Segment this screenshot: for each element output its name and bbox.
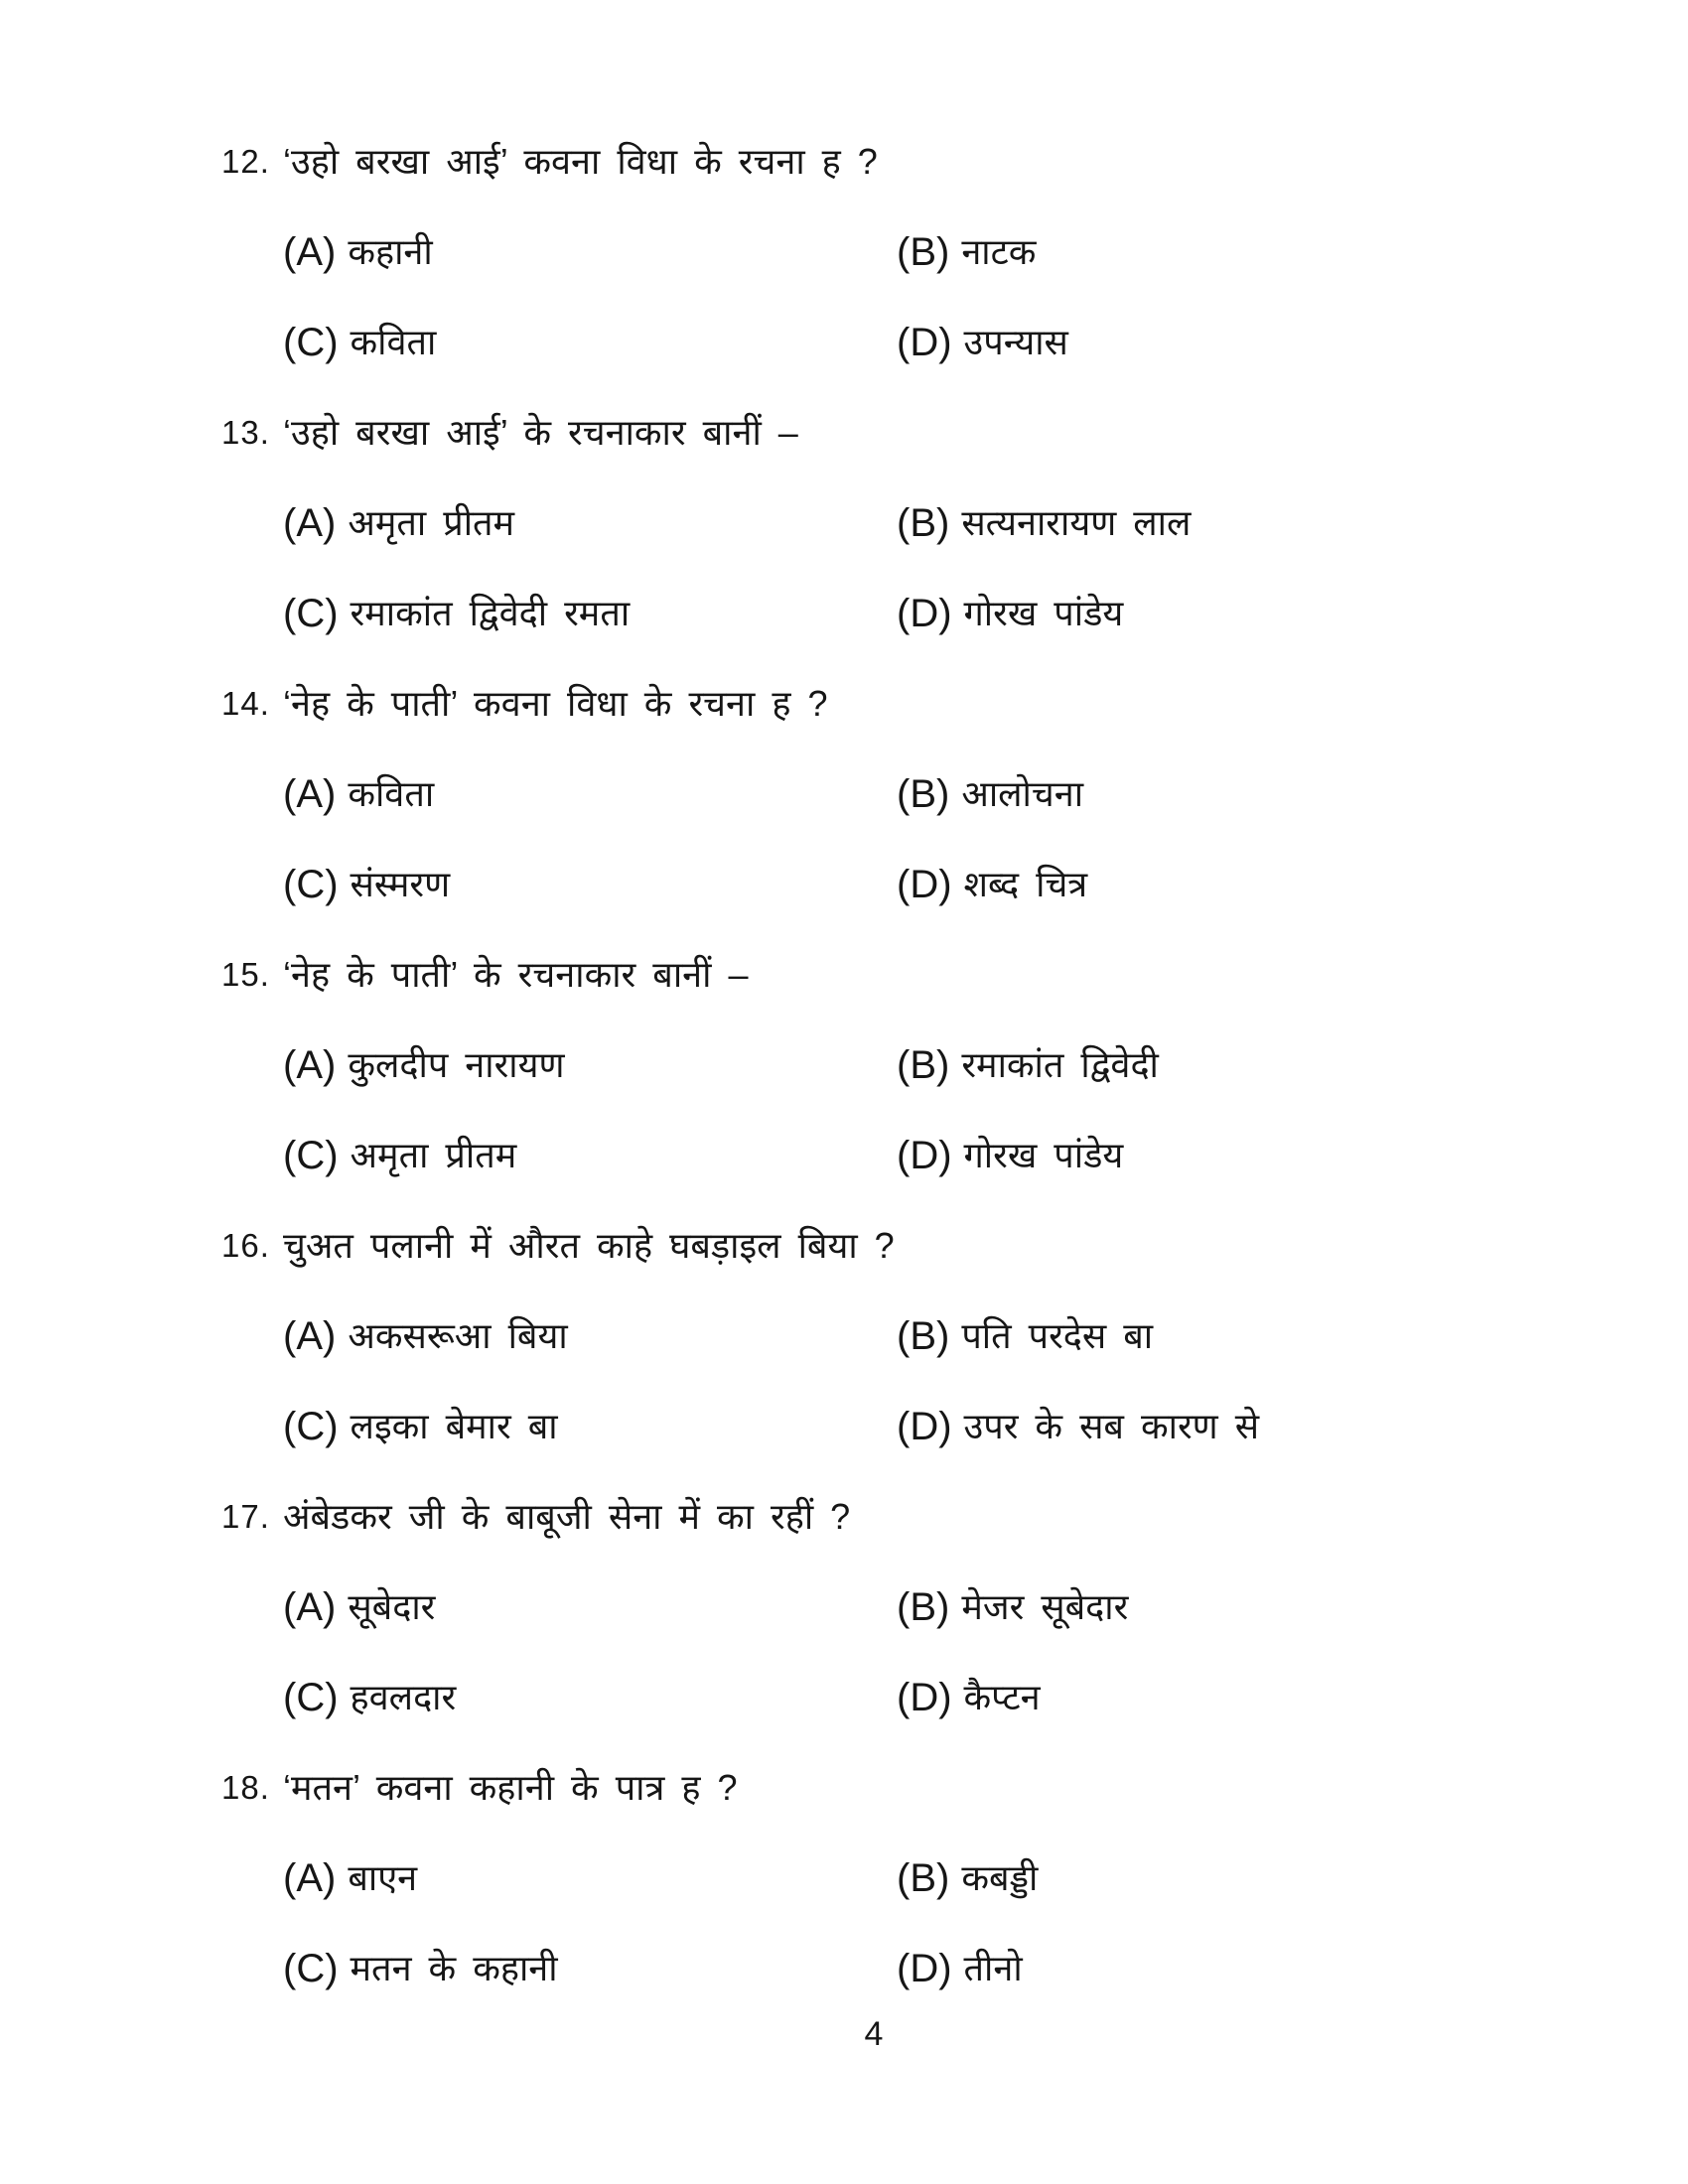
option-label: (D) [897, 1947, 952, 1990]
question-number: 14. [221, 685, 270, 722]
question-number: 18. [221, 1769, 270, 1806]
option-d [897, 862, 1628, 952]
option-label: (B) [897, 1314, 950, 1358]
option-text: पति परदेस बा [961, 1315, 1154, 1356]
option-text: कबड्डी [961, 1857, 1039, 1898]
option-text: अमृता प्रीतम [348, 502, 515, 543]
option-c [283, 1133, 897, 1223]
option-a [283, 1584, 897, 1675]
option-text: कहानी [348, 231, 433, 272]
option-label: (A) [283, 1314, 337, 1358]
option-label: (B) [897, 501, 950, 545]
option-c [283, 591, 897, 681]
option-d [897, 320, 1628, 410]
option-text: गोरख पांडेय [963, 1135, 1124, 1175]
question-13 [221, 410, 1628, 681]
option-text: मेजर सूबेदार [961, 1586, 1129, 1627]
question-18 [221, 1765, 1628, 2036]
option-a [283, 500, 897, 591]
question-number: 12. [221, 143, 270, 180]
question-text: ‘मतन’ कवना कहानी के पात्र ह ? [283, 1767, 738, 1808]
option-c [283, 862, 897, 952]
question-17 [221, 1494, 1628, 1765]
option-text: उपन्यास [963, 322, 1068, 362]
question-12 [221, 139, 1628, 410]
option-label: (D) [897, 321, 952, 364]
option-text: सत्यनारायण लाल [961, 502, 1192, 543]
option-text: आलोचना [961, 773, 1084, 814]
option-b [897, 500, 1628, 591]
option-text: कुलदीप नारायण [348, 1044, 565, 1085]
option-text: नाटक [961, 231, 1037, 272]
option-b [897, 1855, 1628, 1946]
option-label: (A) [283, 501, 337, 545]
option-label: (D) [897, 1134, 952, 1177]
option-text: तीनो [963, 1948, 1023, 1988]
option-b [897, 229, 1628, 320]
page-number: 4 [864, 2015, 884, 2053]
option-text: रमाकांत द्विवेदी रमता [350, 593, 631, 633]
option-label: (C) [283, 1405, 339, 1448]
option-label: (B) [897, 1585, 950, 1629]
option-label: (A) [283, 1585, 337, 1629]
question-text: चुअत पलानी में औरत काहे घबड़ाइल बिया ? [283, 1225, 895, 1266]
question-number: 15. [221, 956, 270, 993]
question-text: ‘उहो बरखा आई’ कवना विधा के रचना ह ? [283, 141, 878, 182]
question-text: ‘नेह के पाती’ कवना विधा के रचना ह ? [283, 683, 828, 724]
option-label: (B) [897, 230, 950, 274]
option-d [897, 1133, 1628, 1223]
question-14 [221, 681, 1628, 952]
option-text: अमृता प्रीतम [350, 1135, 517, 1175]
question-text: अंबेडकर जी के बाबूजी सेना में का रहीं ? [283, 1496, 851, 1537]
option-label: (C) [283, 592, 339, 635]
option-a [283, 1313, 897, 1404]
option-label: (B) [897, 772, 950, 816]
option-label: (B) [897, 1856, 950, 1900]
option-label: (B) [897, 1043, 950, 1087]
option-label: (D) [897, 1676, 952, 1719]
option-text: हवलदार [350, 1677, 457, 1717]
option-text: शब्द चित्र [963, 864, 1088, 904]
option-label: (D) [897, 1405, 952, 1448]
question-number: 17. [221, 1498, 270, 1535]
option-text: अकसरूआ बिया [348, 1315, 568, 1356]
option-a [283, 1855, 897, 1946]
option-label: (A) [283, 772, 337, 816]
option-d [897, 1404, 1628, 1494]
option-text: कविता [348, 773, 435, 814]
option-text: कविता [350, 322, 437, 362]
option-d [897, 1675, 1628, 1765]
option-text: सूबेदार [348, 1586, 436, 1627]
option-label: (C) [283, 1676, 339, 1719]
option-d [897, 591, 1628, 681]
option-text: गोरख पांडेय [963, 593, 1124, 633]
option-c [283, 1675, 897, 1765]
option-label: (A) [283, 1856, 337, 1900]
option-label: (A) [283, 230, 337, 274]
option-label: (C) [283, 321, 339, 364]
question-number: 16. [221, 1227, 270, 1264]
option-text: लइका बेमार बा [350, 1406, 558, 1446]
option-a [283, 1042, 897, 1133]
question-text: ‘नेह के पाती’ के रचनाकार बानीं – [283, 954, 749, 995]
option-text: बाएन [348, 1857, 418, 1898]
option-text: उपर के सब कारण से [963, 1406, 1260, 1446]
option-c [283, 320, 897, 410]
option-label: (D) [897, 592, 952, 635]
option-a [283, 771, 897, 862]
option-c [283, 1404, 897, 1494]
option-text: संस्मरण [350, 864, 451, 904]
option-label: (C) [283, 1134, 339, 1177]
option-b [897, 1042, 1628, 1133]
option-a [283, 229, 897, 320]
question-15 [221, 952, 1628, 1223]
option-label: (C) [283, 1947, 339, 1990]
option-label: (A) [283, 1043, 337, 1087]
option-text: मतन के कहानी [350, 1948, 558, 1988]
option-text: रमाकांत द्विवेदी [961, 1044, 1159, 1085]
question-number: 13. [221, 414, 270, 451]
question-text: ‘उहो बरखा आई’ के रचनाकार बानीं – [283, 412, 798, 453]
option-b [897, 771, 1628, 862]
option-label: (D) [897, 863, 952, 906]
option-text: कैप्टन [963, 1677, 1041, 1717]
option-b [897, 1313, 1628, 1404]
question-16 [221, 1223, 1628, 1494]
option-b [897, 1584, 1628, 1675]
option-label: (C) [283, 863, 339, 906]
